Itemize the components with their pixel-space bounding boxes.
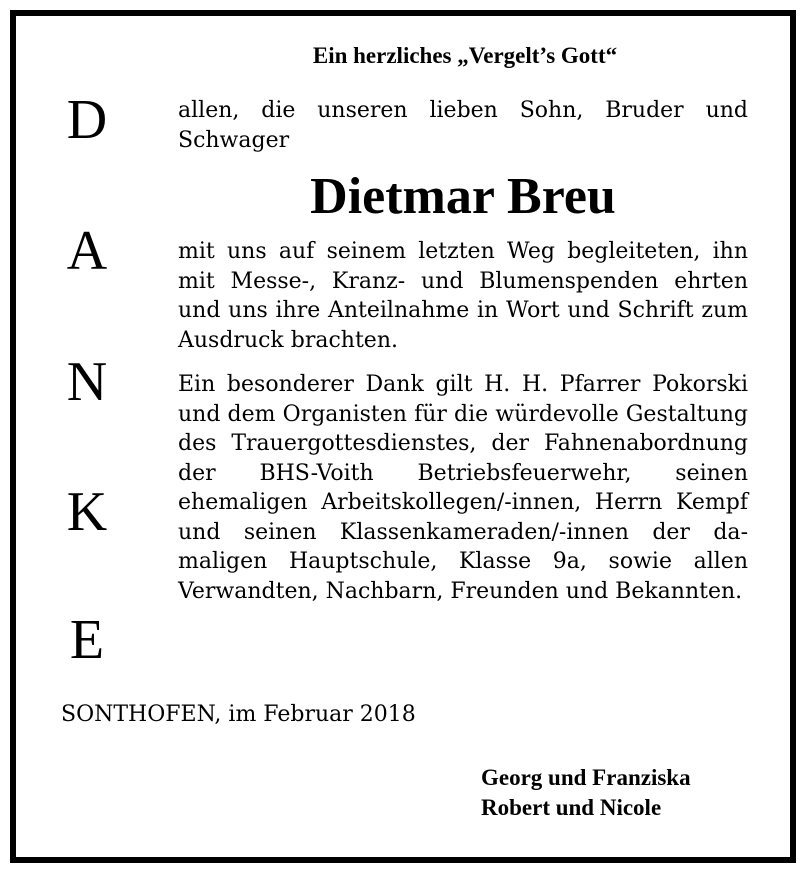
danke-letter-a: A [66, 220, 108, 282]
danke-letter-d: D [66, 89, 108, 151]
intro-text: allen, die unseren lieben Sohn, Bruder und Schwager [178, 98, 748, 153]
danke-letter-n: N [66, 351, 108, 413]
special-thanks-paragraph: Ein besonderer Dank gilt H. H. Pfarrer Pokorski und dem Organisten für die würdevolle Gestaltung des Trauergottesdienstes, der Fahnenabordnung der BHS-Voith Betriebsfeuerwehr, seinen ehemaligen Arbeitskollegen/-innen, Herrn Kempf und seinen Klassenkameraden/-innen der damaligen Hauptschule, Klasse 9a, sowie allen Verwandten, Nachbarn, Freunden und Bekannten. [178, 372, 748, 604]
deceased-name: Dietmar Breu [310, 168, 616, 225]
thanks-paragraph: mit uns auf seinem letzten Weg begleiteten, ihn mit Messe-, Kranz- und Blumenspenden ehrten und uns ihre Anteilnahme in Wort und Schrift zum Ausdruck brachten. [178, 239, 748, 353]
signature-line-1: Georg und Franziska [481, 765, 691, 790]
notice-header: Ein herzliches „Vergelt’s Gott“ [312, 43, 618, 68]
danke-letter-k: K [66, 481, 108, 543]
danke-letter-e: E [69, 609, 105, 671]
place-date: SONTHOFEN, im Februar 2018 [61, 702, 416, 727]
signature [481, 763, 691, 823]
signature-line-2: Robert und Nicole [481, 795, 662, 820]
